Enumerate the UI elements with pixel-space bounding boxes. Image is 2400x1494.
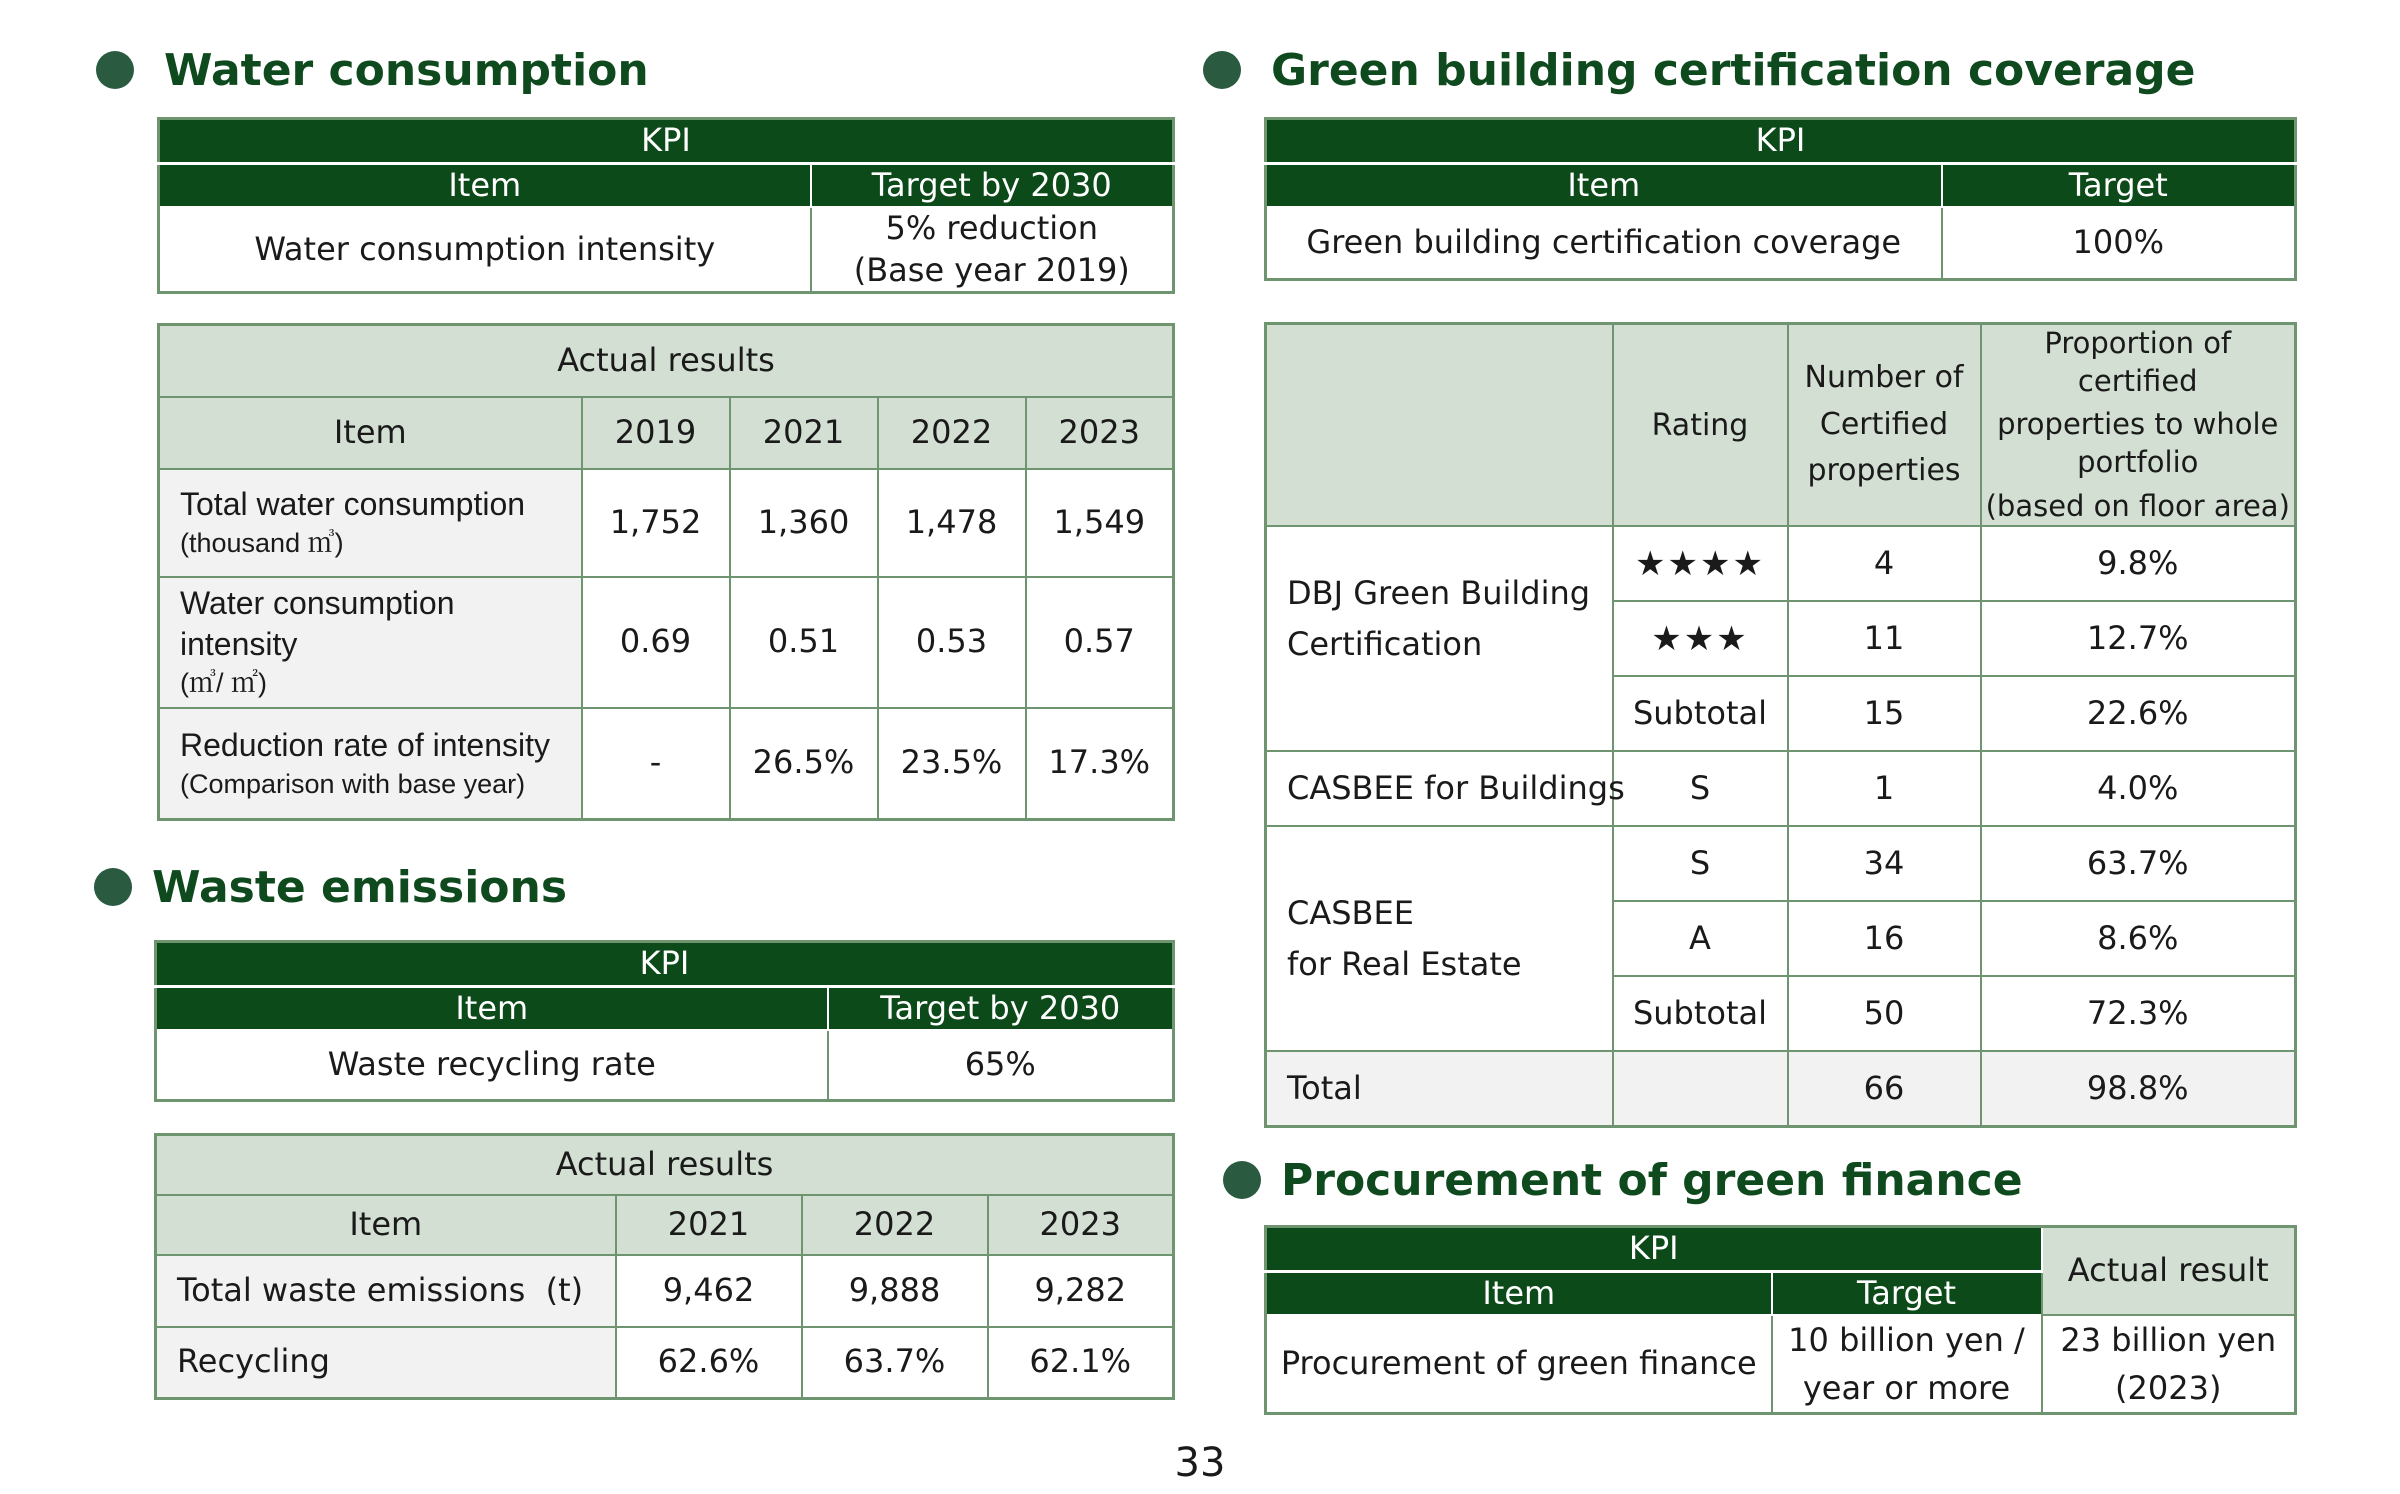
casbee-re-label-line: CASBEE	[1287, 893, 1414, 932]
bullet-icon	[96, 51, 134, 89]
header-line: portfolio	[2077, 445, 2199, 480]
casbee-re-label-line: for Real Estate	[1287, 944, 1522, 983]
kpi-target-cell: 100%	[1942, 207, 2296, 279]
page-number: 33	[1174, 1440, 1226, 1486]
proportion-cell: 8.6%	[1981, 901, 2296, 976]
header-line: properties	[1807, 453, 1961, 489]
row-label-sub: (Comparison with base year)	[180, 768, 526, 799]
actual-result-header: Actual result	[2042, 1227, 2296, 1316]
kpi-actual-line: (2023)	[2115, 1369, 2222, 1408]
dbj-label-line: DBJ Green Building	[1287, 573, 1591, 612]
number-cell: 4	[1788, 526, 1981, 601]
value-cell: 1,549	[1026, 469, 1174, 577]
year-header: 2021	[616, 1195, 802, 1255]
value-cell: 26.5%	[730, 708, 878, 820]
green-building-kpi-table	[1264, 117, 2297, 281]
water-kpi-table	[157, 117, 1175, 294]
year-header: 2023	[988, 1195, 1174, 1255]
item-header: Item	[159, 163, 811, 207]
rating-cell: S	[1613, 751, 1788, 826]
value-cell: 9,462	[616, 1255, 802, 1327]
kpi-target-cell	[811, 207, 1174, 293]
value-cell: 0.53	[878, 577, 1026, 708]
target-header: Target by 2030	[811, 163, 1174, 207]
finance-section-title	[1223, 1150, 2023, 1210]
kpi-target-line: year or more	[1802, 1369, 2011, 1408]
number-cell: 1	[1788, 751, 1981, 826]
water-section-title	[96, 40, 649, 100]
proportion-cell: 63.7%	[1981, 826, 2296, 901]
bullet-icon	[1203, 51, 1241, 89]
item-header: Item	[1266, 163, 1942, 207]
item-header: Item	[156, 986, 828, 1030]
value-cell: 0.51	[730, 577, 878, 708]
number-cell: 16	[1788, 901, 1981, 976]
rating-cell	[1613, 1051, 1788, 1126]
row-label-main: Reduction rate of intensity	[180, 726, 550, 763]
proportion-cell: 9.8%	[1981, 526, 2296, 601]
proportion-cell: 98.8%	[1981, 1051, 2296, 1126]
item-header: Item	[1266, 1271, 1772, 1315]
certification-table	[1264, 322, 2297, 1128]
value-cell: 9,282	[988, 1255, 1174, 1327]
number-cell: 11	[1788, 601, 1981, 676]
number-cell: 66	[1788, 1051, 1981, 1126]
kpi-item-cell: Procurement of green finance	[1266, 1315, 1772, 1414]
number-cell: 50	[1788, 976, 1981, 1051]
casbee-buildings-label: CASBEE for Buildings	[1266, 751, 1613, 826]
kpi-actual-line: 23 billion yen	[2060, 1321, 2277, 1360]
value-cell: 1,752	[582, 469, 730, 577]
finance-kpi-table	[1264, 1225, 2297, 1415]
number-cell: 34	[1788, 826, 1981, 901]
value-cell: 1,478	[878, 469, 1026, 577]
item-header: Item	[156, 1195, 616, 1255]
kpi-item-cell: Green building certification coverage	[1266, 207, 1942, 279]
kpi-header: KPI	[159, 119, 1174, 164]
actual-header: Actual results	[156, 1135, 1174, 1195]
target-header: Target	[1772, 1271, 2042, 1315]
rating-header: Rating	[1613, 324, 1788, 527]
row-label: Total waste emissions (t)	[156, 1255, 616, 1327]
water-actual-table	[157, 323, 1175, 821]
green-building-title: Green building certification coverage	[1271, 44, 2196, 96]
value-cell: 17.3%	[1026, 708, 1174, 820]
kpi-item-cell: Water consumption intensity	[159, 207, 811, 293]
year-header: 2023	[1026, 397, 1174, 469]
bullet-icon	[94, 868, 132, 906]
value-cell: 63.7%	[802, 1327, 988, 1399]
total-label: Total	[1266, 1051, 1613, 1126]
value-cell: 0.57	[1026, 577, 1174, 708]
actual-header: Actual results	[159, 325, 1174, 397]
kpi-header: KPI	[1266, 1227, 2042, 1272]
kpi-target-cell	[1772, 1315, 2042, 1414]
waste-title: Waste emissions	[152, 861, 568, 913]
green-building-section-title	[1203, 40, 2196, 100]
value-cell: 62.1%	[988, 1327, 1174, 1399]
value-cell: 23.5%	[878, 708, 1026, 820]
proportion-cell: 4.0%	[1981, 751, 2296, 826]
rating-cell: Subtotal	[1613, 676, 1788, 751]
header-line: Certified	[1819, 406, 1949, 442]
row-label	[159, 577, 582, 708]
kpi-target-line: (Base year 2019)	[853, 250, 1130, 289]
row-label	[159, 469, 582, 577]
blank-header-cell	[1266, 324, 1613, 527]
header-line: properties to whole	[1997, 407, 2279, 442]
value-cell: 1,360	[730, 469, 878, 577]
waste-section-title	[94, 857, 567, 917]
waste-kpi-table	[154, 940, 1175, 1102]
row-label-main: Total water consumption	[180, 486, 526, 523]
rating-cell: Subtotal	[1613, 976, 1788, 1051]
kpi-actual-cell	[2042, 1315, 2296, 1414]
header-line: Number of	[1804, 360, 1964, 396]
dbj-label-line: Certification	[1287, 624, 1483, 663]
water-title: Water consumption	[164, 44, 649, 96]
dbj-label	[1266, 526, 1613, 751]
bullet-icon	[1223, 1161, 1261, 1199]
proportion-cell: 72.3%	[1981, 976, 2296, 1051]
proportion-cell: 12.7%	[1981, 601, 2296, 676]
kpi-target-line: 10 billion yen /	[1788, 1321, 2025, 1360]
header-line: Proportion of certified	[2044, 326, 2232, 398]
rating-cell: ★★★★	[1613, 526, 1788, 601]
year-header: 2022	[802, 1195, 988, 1255]
kpi-item-cell: Waste recycling rate	[156, 1030, 828, 1100]
row-label-main: Water consumption intensity	[180, 584, 455, 663]
rating-cell: S	[1613, 826, 1788, 901]
value-cell: 0.69	[582, 577, 730, 708]
proportion-header	[1981, 324, 2296, 527]
finance-title: Procurement of green finance	[1281, 1154, 2023, 1206]
year-header: 2022	[878, 397, 1026, 469]
number-header	[1788, 324, 1981, 527]
target-header: Target by 2030	[828, 986, 1174, 1030]
rating-cell: A	[1613, 901, 1788, 976]
kpi-header: KPI	[156, 942, 1174, 987]
header-line: (based on floor area)	[1985, 488, 2290, 523]
target-header: Target	[1942, 163, 2296, 207]
row-label: Recycling	[156, 1327, 616, 1399]
proportion-cell: 22.6%	[1981, 676, 2296, 751]
number-cell: 15	[1788, 676, 1981, 751]
value-cell: -	[582, 708, 730, 820]
value-cell: 9,888	[802, 1255, 988, 1327]
casbee-re-label	[1266, 826, 1613, 1051]
kpi-target-cell: 65%	[828, 1030, 1174, 1100]
year-header: 2021	[730, 397, 878, 469]
item-header: Item	[159, 397, 582, 469]
value-cell: 62.6%	[616, 1327, 802, 1399]
kpi-header: KPI	[1266, 119, 2296, 164]
row-label-sub: (㎥/ ㎡)	[180, 668, 267, 699]
rating-cell: ★★★	[1613, 601, 1788, 676]
year-header: 2019	[582, 397, 730, 469]
kpi-target-line: 5% reduction	[885, 209, 1099, 248]
row-label-sub: (thousand ㎥)	[180, 527, 344, 558]
waste-actual-table	[154, 1133, 1175, 1400]
row-label	[159, 708, 582, 820]
